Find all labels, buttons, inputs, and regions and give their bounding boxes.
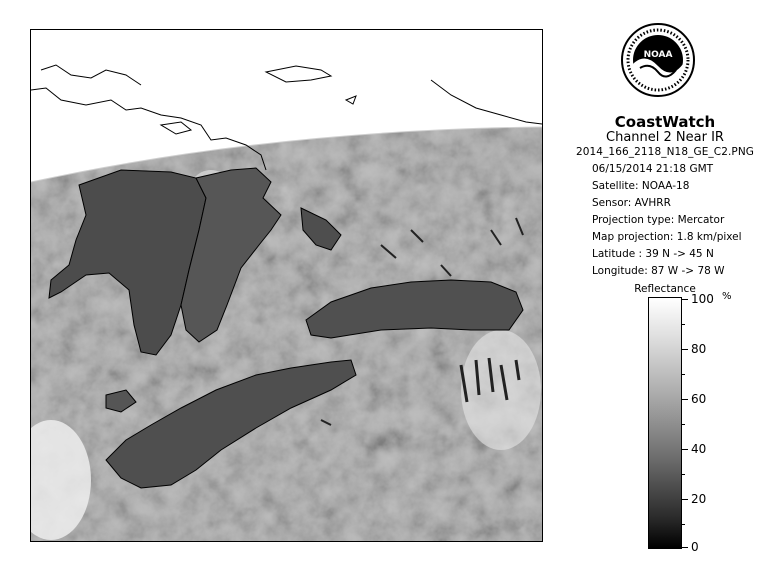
colorbar	[648, 297, 682, 549]
date-time: 06/15/2014 21:18 GMT	[592, 163, 714, 175]
noaa-logo-icon	[620, 22, 696, 98]
tick-label: 20	[691, 492, 707, 506]
channel-label: Channel 2 Near IR	[606, 130, 724, 145]
tick-label: 0	[691, 540, 699, 554]
map-canvas	[31, 30, 542, 541]
svg-text:NOAA: NOAA	[643, 50, 673, 60]
tick-label: 40	[691, 442, 707, 456]
file-name: 2014_166_2118_N18_GE_C2.PNG	[575, 146, 755, 158]
colorbar-title: Reflectance	[634, 283, 696, 295]
tick-label: 100	[691, 292, 714, 306]
satellite-info: Satellite: NOAA-18	[592, 180, 690, 192]
colorbar-unit: %	[722, 291, 732, 302]
projection-type: Projection type: Mercator	[592, 214, 725, 226]
tick-label: 60	[691, 392, 707, 406]
sensor-info: Sensor: AVHRR	[592, 197, 671, 209]
latitude-range: Latitude : 39 N -> 45 N	[592, 248, 714, 260]
legend-title: CoastWatch	[614, 113, 716, 131]
longitude-range: Longitude: 87 W -> 78 W	[592, 265, 725, 277]
satellite-image	[30, 29, 543, 542]
tick-label: 80	[691, 342, 707, 356]
map-projection: Map projection: 1.8 km/pixel	[592, 231, 742, 243]
